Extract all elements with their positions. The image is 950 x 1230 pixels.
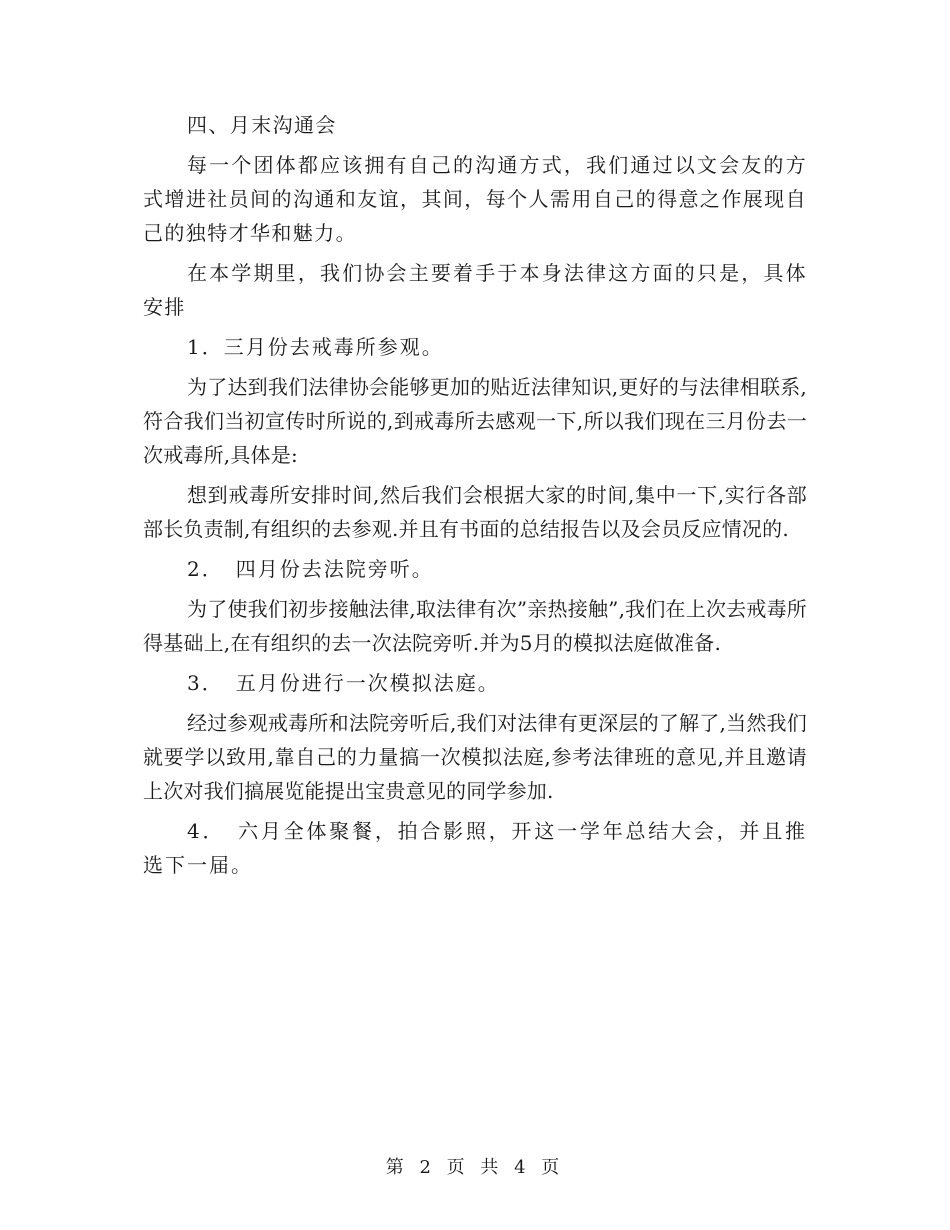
paragraph-semester-plan: 在本学期里，我们协会主要着手于本身法律这方面的只是，具体安排 [143,261,807,319]
list-item-may: 3． 五月份进行一次模拟法庭。 [187,671,500,695]
paragraph-march-details: 想到戒毒所安排时间,然后我们会根据大家的时间,集中一下,实行各部部长负责制,有组织的去参观.并且有书面的总结报告以及会员反应情况的. [143,483,807,541]
list-item-march: 1．三月份去戒毒所参观。 [187,335,444,359]
list-item-april: 2． 四月份去法院旁听。 [187,557,434,581]
page-number-footer: 第 2 页 共 4 页 [385,1157,565,1178]
paragraph-april-purpose: 为了使我们初步接触法律,取法律有次”亲热接触”,我们在上次去戒毒所得基础上,在有组织的去一次法院旁听.并为5月的模拟法庭做准备. [143,597,807,655]
list-item-june: 4． 六月全体聚餐，拍合影照，开这一学年总结大会，并且推选下一届。 [143,819,807,877]
section-heading: 四、月末沟通会 [187,113,337,137]
paragraph-march-purpose: 为了达到我们法律协会能够更加的贴近法律知识,更好的与法律相联系,符合我们当初宣传时所说的,到戒毒所去感观一下,所以我们现在三月份去一次戒毒所,具体是: [143,375,807,467]
paragraph-may-purpose: 经过参观戒毒所和法院旁听后,我们对法律有更深层的了解了,当然我们就要学以致用,靠自己的力量搞一次模拟法庭,参考法律班的意见,并且邀请上次对我们搞展览能提出宝贵意见的同学参加. [143,711,807,803]
paragraph-communication: 每一个团体都应该拥有自己的沟通方式，我们通过以文会友的方式增进社员间的沟通和友谊，其间，每个人需用自己的得意之作展现自己的独特才华和魅力。 [143,153,807,245]
document-body [143,108,807,882]
